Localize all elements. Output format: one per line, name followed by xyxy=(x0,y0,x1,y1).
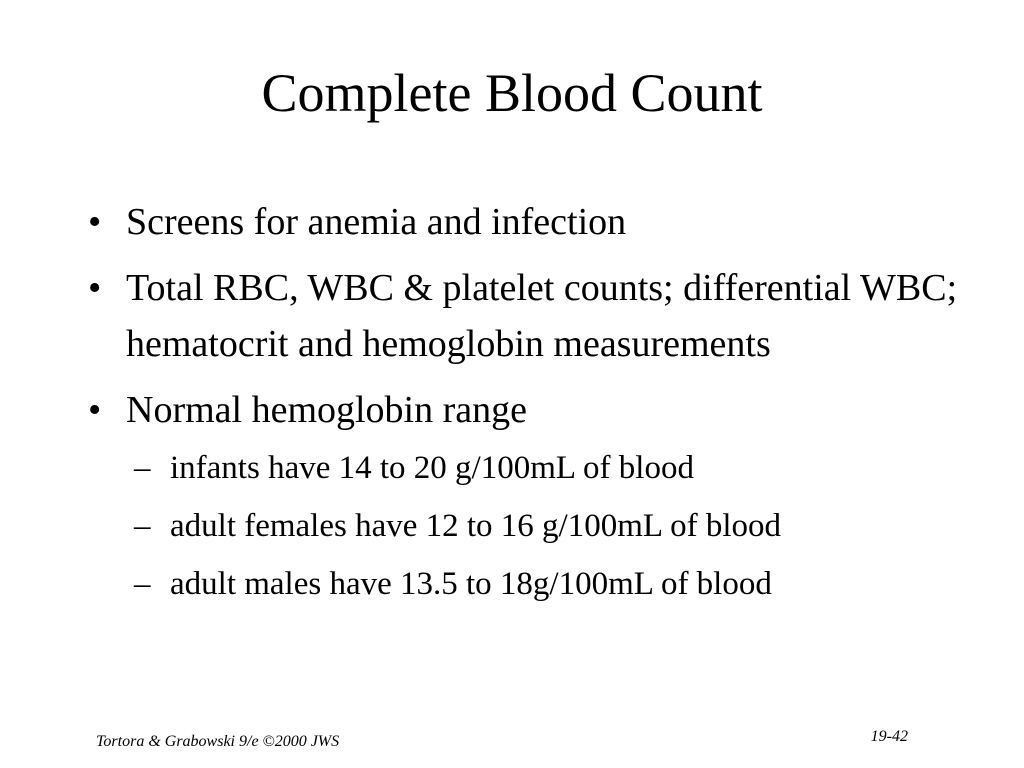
sub-bullet-text: infants have 14 to 20 g/100mL of blood xyxy=(170,450,694,486)
sub-bullet-text: adult males have 13.5 to 18g/100mL of blood xyxy=(170,566,772,602)
bullet-text: Normal hemoglobin range xyxy=(126,389,528,431)
sub-bullet-infants xyxy=(134,444,968,492)
sub-bullet-adult-females xyxy=(134,502,968,550)
bullet-icon: • xyxy=(88,267,102,309)
sub-bullet-text: adult females have 12 to 16 g/100mL of blood xyxy=(170,508,781,544)
bullet-icon: • xyxy=(88,389,102,431)
bullet-icon: • xyxy=(88,201,102,243)
bullet-text: Screens for anemia and infection xyxy=(126,201,627,243)
bullet-text: Total RBC, WBC & platelet counts; differential WBC; hematocrit and hemoglobin measurements xyxy=(126,267,958,365)
footer-citation: Tortora & Grabowski 9/e ©2000 JWS xyxy=(96,733,340,750)
dash-icon: – xyxy=(134,508,151,544)
slide-title: Complete Blood Count xyxy=(261,63,763,123)
bullet-item-counts xyxy=(88,260,968,372)
dash-icon: – xyxy=(134,450,151,486)
sub-bullet-list xyxy=(134,444,968,608)
bullet-item-hemoglobin-range xyxy=(88,382,968,608)
bullet-item-screens xyxy=(88,194,968,250)
slide-number: 19-42 xyxy=(870,728,908,745)
sub-bullet-adult-males xyxy=(134,560,968,608)
dash-icon: – xyxy=(134,566,151,602)
bullet-list xyxy=(88,194,968,618)
